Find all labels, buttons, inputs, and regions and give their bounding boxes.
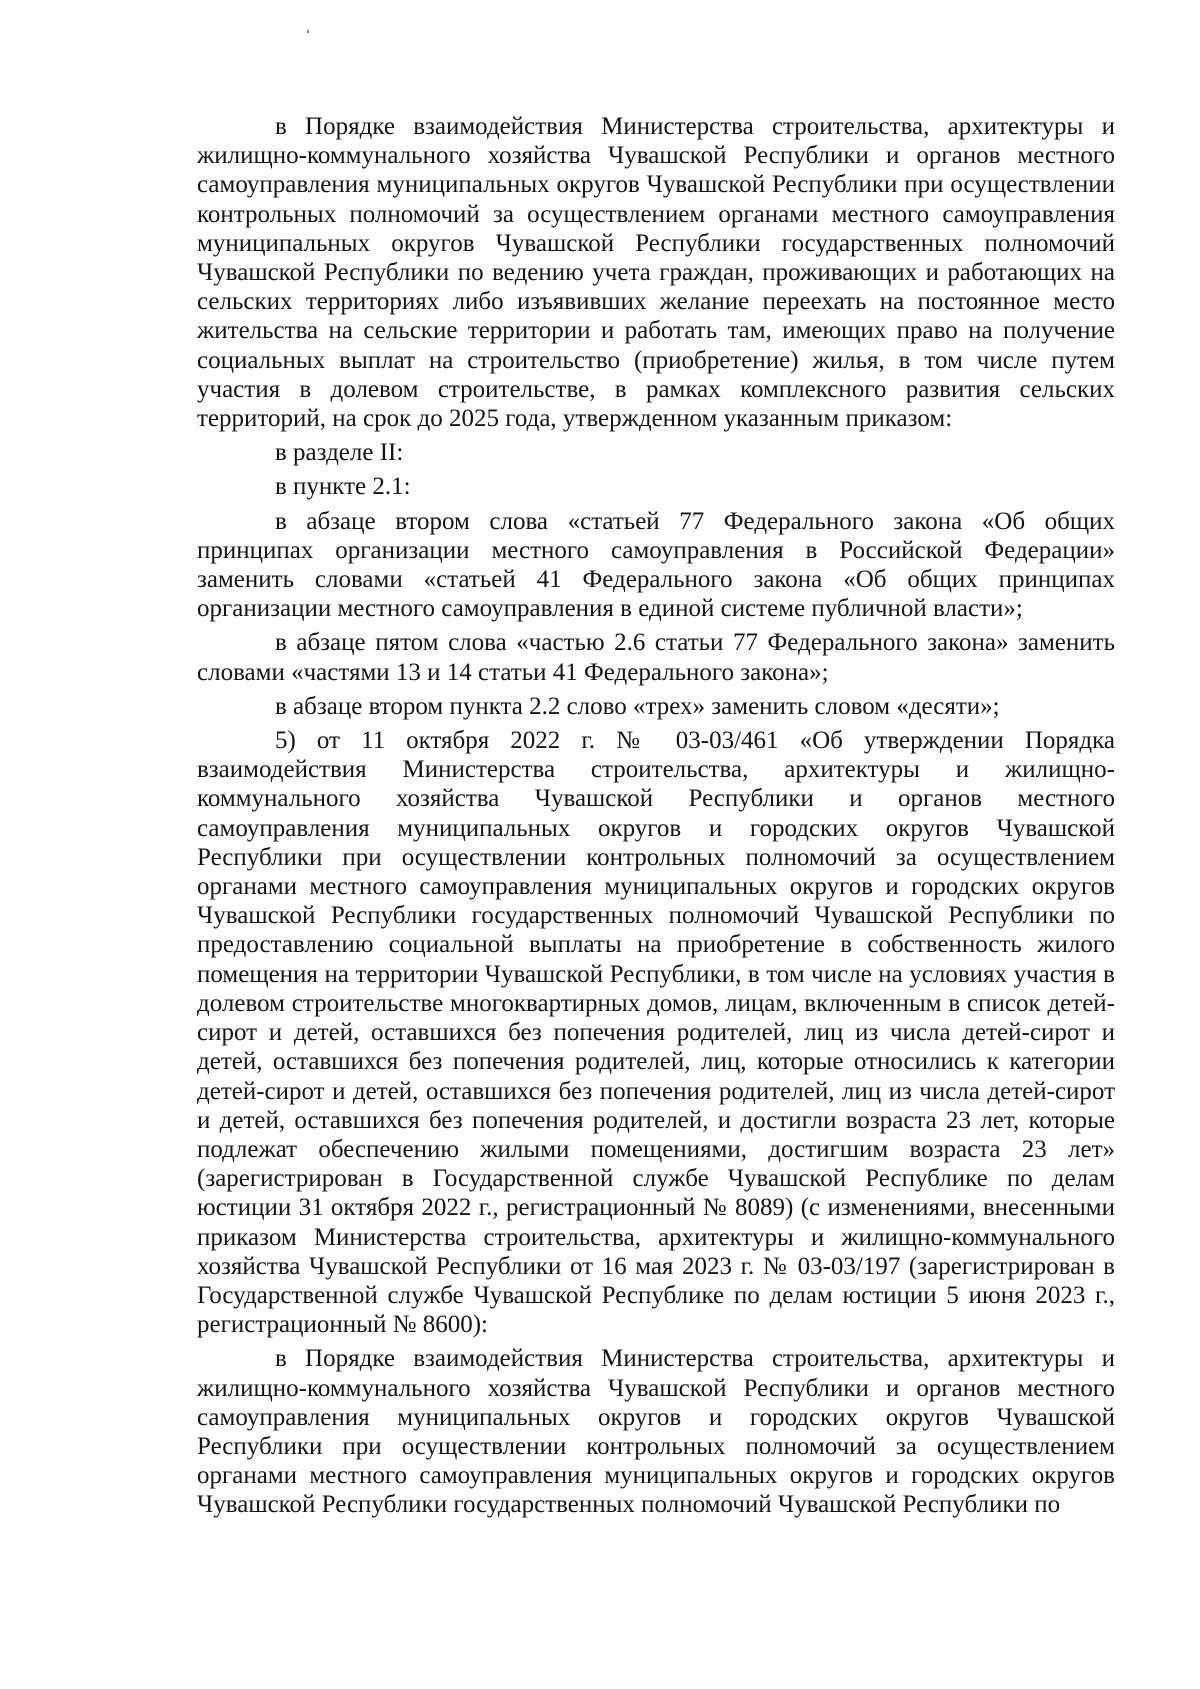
paragraph-point-2-1: в пункте 2.1: — [275, 473, 411, 501]
document-body — [197, 112, 1115, 1520]
paragraph-section-ii: в разделе II: — [275, 439, 404, 467]
paragraph-second-abzats: в абзаце втором слова «статьей 77 Федерального закона «Об общих принципах организации местного самоуправления в Российской Федерации» заменить словами «статьей 41 Федерального закона «Об общих принципах организации местного самоуправления в единой системе публичной власти»; — [197, 507, 1115, 623]
paragraph-point-2-2: в абзаце втором пункта 2.2 слово «трех» заменить словом «десяти»; — [275, 692, 1000, 720]
paragraph-procedure-intro: в Порядке взаимодействия Министерства строительства, архитектуры и жилищно-коммунального хозяйства Чувашской Республики и органов местного самоуправления муниципальных округов Чувашской Республики при осуществлении контрольных полномочий за осуществлением органами местного самоуправления муниципальных округов Чувашской Республики государственных полномочий Чувашской Республики по ведению учета граждан, проживающих и работающих на сельских территориях либо изъявивших желание переехать на постоянное место жительства на сельские территории и работать там, имеющих право на получение социальных выплат на строительство (приобретение) жилья, в том числе путем участия в долевом строительстве, в рамках комплексного развития сельских территорий, на срок до 2025 года, утвержденном указанным приказом: — [197, 113, 1115, 433]
scan-speck — [307, 30, 309, 33]
paragraph-procedure-second: в Порядке взаимодействия Министерства строительства, архитектуры и жилищно-коммунального хозяйства Чувашской Республики и органов местного самоуправления муниципальных округов и городских округов Чувашской Республики при осуществлении контрольных полномочий за осуществлением органами местного самоуправления муниципальных округов и городских округов Чувашской Республики государственных полномочий Чувашской Республики по — [197, 1345, 1115, 1519]
paragraph-fifth-abzats: в абзаце пятом слова «частью 2.6 статьи 77 Федерального закона» заменить словами «частями 13 и 14 статьи 41 Федерального закона»; — [197, 629, 1115, 686]
paragraph-item-5: 5) от 11 октября 2022 г. № 03-03/461 «Об утверждении Порядка взаимодействия Министерства строительства, архитектуры и жилищно-коммунального хозяйства Чувашской Республики и органов местного самоуправления муниципальных округов и городских округов Чувашской Республики при осуществлении контрольных полномочий за осуществлением органами местного самоуправления муниципальных округов и городских округов Чувашской Республики государственных полномочий Чувашской Республики по предоставлению социальной выплаты на приобретение в собственность жилого помещения на территории Чувашской Республики, в том числе на условиях участия в долевом строительстве многоквартирных домов, лицам, включенным в список детей-сирот и детей, оставшихся без попечения родителей, лиц из числа детей-сирот и детей, оставшихся без попечения родителей, лиц, которые относились к категории детей-сирот и детей, оставшихся без попечения родителей, лиц из числа детей-сирот и детей, оставшихся без попечения родителей, и достигли возраста 23 лет, которые подлежат обеспечению жилыми помещениями, достигшим возраста 23 лет» (зарегистрирован в Государственной службе Чувашской Республике по делам юстиции 31 октября 2022 г., регистрационный № 8089) (с изменениями, внесенными приказом Министерства строительства, архитектуры и жилищно-коммунального хозяйства Чувашской Республики от 16 мая 2023 г. № 03-03/197 (зарегистрирован в Государственной службе Чувашской Республике по делам юстиции 5 июня 2023 г., регистрационный № 8600): — [197, 727, 1115, 1339]
